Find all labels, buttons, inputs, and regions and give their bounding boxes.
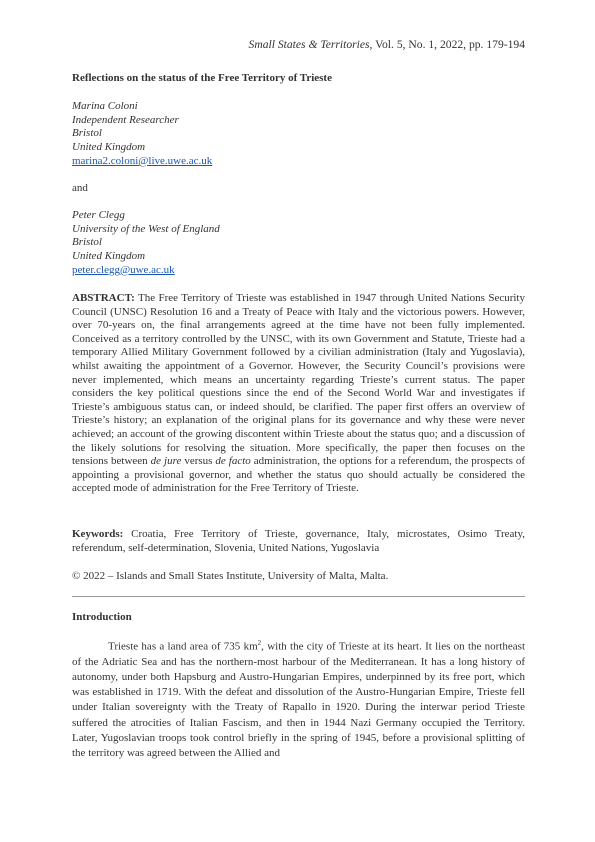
intro-text: Trieste has a land area of 735 km: [108, 640, 258, 653]
section-divider: [72, 596, 525, 597]
author-name: Peter Clegg: [72, 209, 125, 221]
author-country: United Kingdom: [72, 250, 146, 263]
introduction-paragraph: [72, 636, 525, 761]
abstract-text: versus: [181, 455, 216, 468]
author-affiliation: University of the West of England: [72, 222, 220, 235]
journal-issue-details: , Vol. 5, No. 1, 2022, pp. 179-194: [369, 38, 525, 51]
and-separator: and: [72, 182, 88, 194]
paper-title: Reflections on the status of the Free Territory of Trieste: [72, 72, 332, 84]
author-email-link[interactable]: marina2.coloni@live.uwe.ac.uk: [72, 154, 213, 167]
author-block-2: [72, 209, 220, 278]
keywords-text: Croatia, Free Territory of Trieste, governance, Italy, microstates, Osimo Treaty, referendum, self-determination, Slovenia, United Nations, Yugoslavia: [72, 528, 525, 554]
abstract-label: ABSTRACT:: [72, 292, 135, 304]
keywords: [72, 528, 525, 555]
journal-reference: [72, 38, 525, 51]
abstract-text: The Free Territory of Trieste was established in 1947 through United Nations Security Council (UNSC) Resolution 16 and a Treaty of Peace with Italy and the victorious powers. However, over 70-years on, the final arrangements agreed at the time have not been fully implemented. Conceived as a territory controlled by the UNSC, with its own Government and Statute, Trieste had a temporary Allied Military Government followed by a civilian administration (Italy and Yugoslavia), whilst awaiting the appointment of a Governor. However, the Security Council’s provisions were never implemented, which means an uncertainty regarding Trieste’s current status. The paper considers the key political questions since the end of the Second World War and investigates if Trieste’s ambiguous status can, or indeed should, be clarified. The paper first offers an overview of Trieste’s history; an explanation of the original plans for its governance and why these were never achieved; an account of the growing discontent within Trieste about the status quo; and a discussion of the likely solutions for resolving the situation. More specifically, the paper then focuses on the tensions between: [72, 292, 525, 468]
copyright-notice: © 2022 – Islands and Small States Institute, University of Malta, Malta.: [72, 570, 389, 582]
author-name: Marina Coloni: [72, 100, 138, 112]
author-city: Bristol: [72, 127, 102, 140]
author-city: Bristol: [72, 236, 102, 249]
abstract-italic-term: de jure: [150, 455, 182, 468]
abstract-italic-term: de facto: [215, 455, 251, 468]
abstract-text: administration, the options for a referendum, the prospects of appointing a provisional governor, and whether the status quo should actually be considered the accepted mode of administration for the Free Territory of Trieste.: [72, 455, 525, 495]
journal-name: Small States & Territories: [248, 38, 370, 51]
author-affiliation: Independent Researcher: [72, 113, 179, 126]
keywords-label: Keywords:: [72, 528, 124, 540]
intro-text: , with the city of Trieste at its heart. It lies on the northeast of the Adriatic Sea and has the northern-most harbour of the Mediterranean. It has a long history of autonomy, under both Hapsburg and Austro-Hungarian Empires, underpinned by its free port, which was established in 1719. With the defeat and dissolution of the Austro-Hungarian Empire, Trieste fell under Italian sovereignty with the Treaty of Rapallo in 1920. During the interwar period Trieste suffered the atrocities of Italian Fascism, and then in 1944 Nazi Germany occupied the Territory. Later, Yugoslavian troops took control briefly in the spring of 1945, before a provisional splitting of the territory was agreed between the Allied and: [72, 640, 525, 760]
superscript: 2: [257, 639, 262, 647]
author-block-1: [72, 100, 212, 169]
abstract: [72, 292, 525, 496]
section-heading-introduction: Introduction: [72, 611, 132, 623]
author-email-link[interactable]: peter.clegg@uwe.ac.uk: [72, 263, 175, 276]
author-country: United Kingdom: [72, 141, 146, 154]
